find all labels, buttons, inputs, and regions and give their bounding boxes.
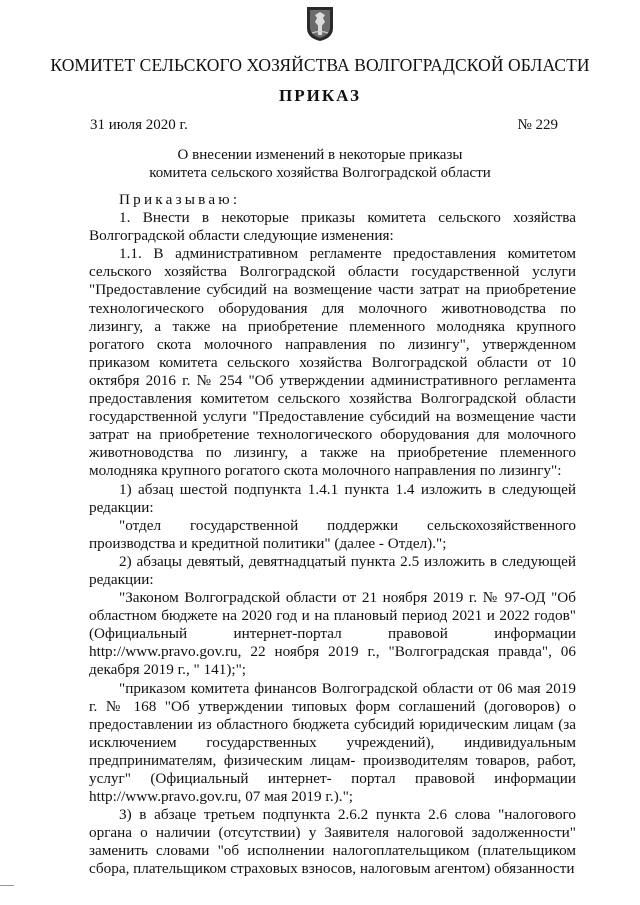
order-date: 31 июля 2020 г. — [90, 117, 188, 133]
quote-3: "приказом комитета финансов Волгоградской области от 06 мая 2019 г. № 168 "Об утверждении типовых форм соглашений (договоров) о предоставлении из областного бюджета субсидий юридическим лицам (за исключением государственных учреждений), индивидуальным предпринимателям, физическим лицам- производителям товаров, работ, услуг" (Официальный интернет- портал правовой информации http://www.pravo.gov.ru, 07 мая 2019 г.)."; — [89, 679, 576, 806]
subject-line-2: комитета сельского хозяйства Волгоградской области — [149, 165, 491, 181]
orders-heading: Приказываю: — [119, 191, 241, 208]
document-title: ПРИКАЗ — [279, 86, 361, 105]
order-subject — [0, 146, 640, 182]
item-2: 2) абзацы девятый, девятнадцатый пункта 2.5 изложить в следующей редакции: — [89, 552, 576, 588]
document-body — [89, 191, 576, 879]
committee-name: КОМИТЕТ СЕЛЬСКОГО ХОЗЯЙСТВА ВОЛГОГРАДСКОЙ ОБЛАСТИ — [50, 55, 590, 75]
coat-of-arms-icon — [306, 6, 334, 42]
item-1: 1) абзац шестой подпункта 1.4.1 пункта 1.4 изложить в следующей редакции: — [89, 480, 576, 516]
quote-1: "отдел государственной поддержки сельскохозяйственного производства и кредитной политики" (далее - Отдел)."; — [89, 516, 576, 552]
quote-2: "Законом Волгоградской области от 21 ноября 2019 г. № 97-ОД "Об областном бюджете на 2020 год и на плановый период 2021 и 2022 годов" (Официальный интернет-портал правовой информации http://www.pravo.gov.ru, 22 ноября 2019 г., "Волгоградская правда", 06 декабря 2019 г., " 141);"; — [89, 589, 576, 679]
paragraph-1: 1. Внести в некоторые приказы комитета сельского хозяйства Волгоградской области следующие изменения: — [89, 209, 576, 245]
page-edge-mark — [0, 885, 14, 886]
item-3: 3) в абзаце третьем подпункта 2.6.2 пункта 2.6 слова "налогового органа о наличии (отсутствии) у Заявителя налоговой задолженности" заменить словами "об исполнении налогоплательщиком (плательщиком сбора, плательщиком страховых взносов, налоговым агентом) обязанности — [89, 806, 576, 878]
subject-line-1: О внесении изменений в некоторые приказы — [177, 147, 463, 163]
paragraph-1-1: 1.1. В административном регламенте предоставления комитетом сельского хозяйства Волгоградской области государственной услуги "Предоставление субсидий на возмещение части затрат на приобретение технологического оборудования для молочного животноводства по лизингу, а также на приобретение племенного молодняка крупного рогатого скота молочного направления по лизингу", утвержденном приказом комитета сельского хозяйства Волгоградской области от 10 октября 2016 г. № 254 "Об утверждении административного регламента предоставления комитетом сельского хозяйства Волгоградской области государственной услуги "Предоставление субсидий на возмещение части затрат на приобретение технологического оборудования для молочного животноводства по лизингу, а также на приобретение племенного молодняка крупного рогатого скота молочного направления по лизингу": — [89, 245, 576, 480]
order-number: № 229 — [517, 117, 558, 133]
